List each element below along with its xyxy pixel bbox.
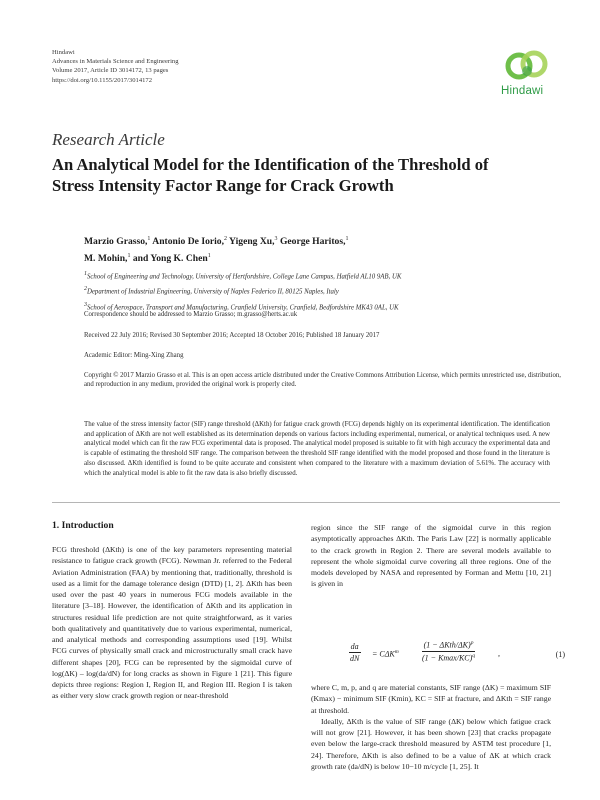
equation-number: (1) <box>555 650 565 659</box>
affiliation-item: $^3$School of Aerospace, Transport and Manufacturing, Cranfield University, Cranfield, Bedfordshire MK43 0AL, UK <box>84 301 399 311</box>
academic-editor: Academic Editor: Ming-Xing Zhang <box>84 352 184 359</box>
affiliation-item: $^2$Department of Industrial Engineering, University of Naples Federico II, 80125 Naples, Italy <box>84 286 339 296</box>
journal-name: Advances in Materials Science and Engineering <box>52 58 179 66</box>
section-heading: 1. Introduction <box>52 520 114 531</box>
equation-1 <box>340 636 565 680</box>
publication-dates: Received 22 July 2016; Revised 30 September 2016; Accepted 18 October 2016; Published 18 January 2017 <box>84 332 380 339</box>
affiliation-list <box>84 268 554 314</box>
volume-line: Volume 2017, Article ID 3014172, 13 pages <box>52 67 169 75</box>
correspondence: Correspondence should be addressed to Marzio Grasso; m.grasso@herts.ac.uk <box>84 311 298 318</box>
body-column-left <box>52 544 292 702</box>
author-affiliation-mark: 1 <box>147 236 151 242</box>
author-affiliation-mark: 1 <box>345 236 349 242</box>
eq-lhs-fraction <box>348 642 361 663</box>
copyright-notice: Copyright © 2017 Marzio Grasso et al. This is an open access article distributed under the Creative Commons Attribution License, which permits unrestricted use, distribution, and reproduction in any medium, provided the original work is properly cited. <box>84 372 561 388</box>
paragraph: where C, m, p, and q are material constants, SIF range (ΔK) = maximum SIF (Kmax) − minimum SIF (Kmin), KC = SIF at fracture, and ΔKth = SIF range at threshold. <box>311 683 551 715</box>
eq-rhs-denominator: (1 − Kmax/$KC)^q$ <box>422 652 476 663</box>
article-type: Research Article <box>52 130 165 149</box>
doi-link[interactable]: https://doi.org/10.1155/2017/3014172 <box>52 76 153 84</box>
author-affiliation-mark: 1 <box>127 253 131 260</box>
hindawi-logo-icon <box>497 46 557 86</box>
eq-rhs-fraction <box>420 640 477 662</box>
journal-header <box>52 48 179 85</box>
paragraph: FCG threshold (ΔKth) is one of the key parameters representing material resistance to fatigue crack growth (FCG). Newman Jr. referred to the Federal Aviation Administration (FAA) by mentioning that, traditionally, threshold is used as a limit for the damage tolerance design (DTD) [1, 2]. ΔKth has been used over the past 40 years in numerous FCG models available in the literature [3–18]. However, the identification of ΔKth and its application in structures residual life prediction are not quite straightforward, as it varies both qualitatively and quantitatively due to various experimental, numerical, and analytical methods and corresponding assumptions used [19]. Whilst FCG curves of physically small crack and microstructurally small crack have different shapes [20], FCG can be represented by the sigmoidal curve of log(ΔK) – log(da/dN) for long cracks as shown in Figure 1 [21]. This figure depicts three regions: Region I, Region II, and Region III. Region I is taken as either very slow crack growth region or near-threshold <box>52 545 292 701</box>
eq-rhs-numerator: (1 − ΔKth/$\Delta K)^p$ <box>423 640 474 650</box>
eq-lhs-denominator: dN <box>350 654 360 663</box>
affiliation-item: $^1$School of Engineering and Technology, University of Hertfordshire, College Lane Campus, Hatfield AL10 9AB, UK <box>84 271 402 281</box>
hindawi-logo <box>497 46 557 97</box>
article-title <box>52 154 572 196</box>
author-name[interactable]: Marzio Grasso, <box>84 236 148 248</box>
eq-coefficient: = $C\Delta K^m$ <box>372 649 399 659</box>
author-affiliation-mark: 3 <box>274 236 278 242</box>
author-name[interactable]: George Haritos, <box>279 236 346 248</box>
author-name[interactable]: and Yong K. Chen <box>132 253 208 265</box>
eq-comma: , <box>498 649 500 658</box>
title-line-1: An Analytical Model for the Identification of the Threshold of <box>52 155 489 174</box>
paragraph: region since the SIF range of the sigmoidal curve in this region asymptotically approaches ΔKth. The Paris Law [22] is normally applicable to the crack growth in Region 2. There are several models available to represent the whole sigmoidal curve covering all three regions. One of the models developed by NASA and represented by Forman and Mettu [10, 21] is given in <box>311 523 551 589</box>
publisher-name: Hindawi <box>52 49 75 56</box>
title-line-2: Stress Intensity Factor Range for Crack Growth <box>52 176 394 195</box>
eq-lhs-numerator: da <box>350 642 359 651</box>
author-affiliation-mark: 1 <box>207 253 211 260</box>
abstract: The value of the stress intensity factor (SIF) range threshold (ΔKth) for fatigue crack growth (FCG) depends highly on its experimental identification. The identification and application of ΔKth are not well established as its determination depends on various factors including experimental, numerical, or analytical techniques used. A new analytical model which can fit the raw FCG experimental data is proposed. The analytical model proposed is suitable to fit with high accuracy the experimental data and is capable of estimating the threshold SIF range. The comparison between the threshold SIF range identified with the model proposed and those found in the literature is also discussed. ΔKth identified is found to be quite accurate and consistent when compared to the literature with a maximum deviation of 5.61%. The accuracy with which the analytical model is able to fit the raw data is also briefly discussed. <box>84 421 550 477</box>
author-list <box>84 232 524 266</box>
logo-text: Hindawi <box>501 85 544 97</box>
author-name[interactable]: M. Mohin, <box>84 253 128 265</box>
body-column-right <box>311 522 551 590</box>
author-affiliation-mark: 2 <box>223 236 227 242</box>
section-divider <box>52 502 560 503</box>
paragraph: Ideally, ΔKth is the value of SIF range (ΔK) below which fatigue crack will not grow [21]. However, it has been shown [23] that cracks propagate even below the large-crack threshold measured by ASTM test procedure [1, 24]. Therefore, ΔKth is also defined to be a value of ΔK at which crack growth rate (da/dN) is below 10−10 m/cycle [1, 25]. It <box>311 716 551 771</box>
author-name[interactable]: Antonio De Iorio, <box>152 236 224 248</box>
author-name[interactable]: Yigeng Xu, <box>229 236 275 248</box>
body-column-right-continued <box>311 682 551 772</box>
